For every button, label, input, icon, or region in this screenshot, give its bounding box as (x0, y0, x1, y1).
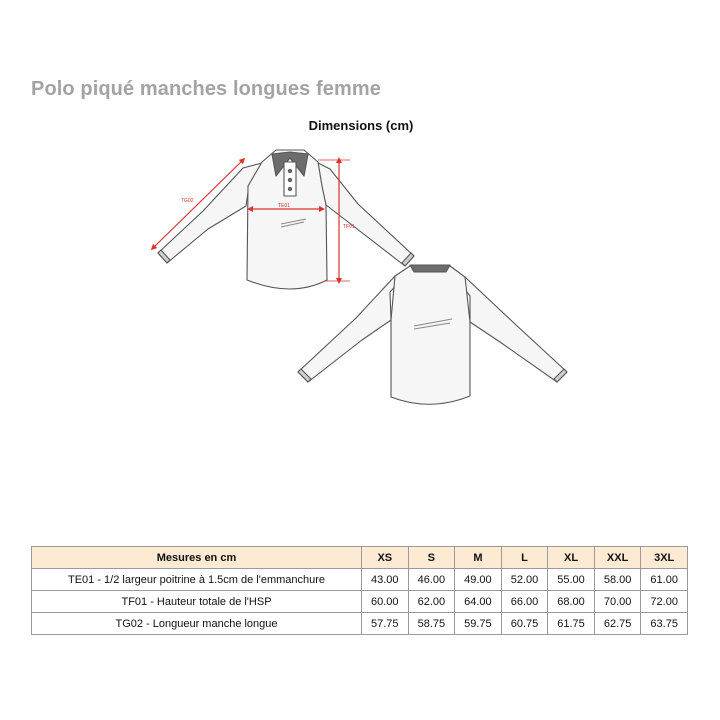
cell-value: 61.75 (548, 613, 595, 635)
size-table-header-row (32, 547, 688, 569)
front-left-sleeve (158, 163, 262, 263)
cell-value: 70.00 (594, 591, 641, 613)
cell-value: 46.00 (408, 569, 455, 591)
cell-value: 58.75 (408, 613, 455, 635)
dimensions-heading: Dimensions (cm) (308, 118, 414, 133)
size-header-xs: XS (362, 547, 409, 569)
button (288, 169, 291, 172)
cell-value: 62.00 (408, 591, 455, 613)
row-label: TF01 - Hauteur totale de l'HSP (32, 591, 362, 613)
cell-value: 60.75 (501, 613, 548, 635)
size-header-3xl: 3XL (641, 547, 688, 569)
polo-technical-drawing (140, 140, 580, 410)
cell-value: 52.00 (501, 569, 548, 591)
cell-value: 58.00 (594, 569, 641, 591)
cell-value: 63.75 (641, 613, 688, 635)
size-table (31, 546, 688, 635)
cell-value: 59.75 (455, 613, 502, 635)
size-header-m: M (455, 547, 502, 569)
row-label: TG02 - Longueur manche longue (32, 613, 362, 635)
front-right-sleeve (318, 163, 414, 266)
size-header-s: S (408, 547, 455, 569)
size-header-xl: XL (548, 547, 595, 569)
tg02-diagram-label: TG02 (181, 198, 194, 204)
front-view (158, 150, 414, 289)
table-row (32, 569, 688, 591)
page-title: Polo piqué manches longues femme (31, 78, 381, 100)
back-view (298, 265, 567, 404)
tf01-diagram-label: TF01 (343, 224, 355, 230)
button (288, 187, 291, 190)
cell-value: 60.00 (362, 591, 409, 613)
row-label: TE01 - 1/2 largeur poitrine à 1.5cm de l'emmanchure (32, 569, 362, 591)
measure-header: Mesures en cm (32, 547, 362, 569)
cell-value: 43.00 (362, 569, 409, 591)
table-row (32, 591, 688, 613)
cell-value: 72.00 (641, 591, 688, 613)
cell-value: 66.00 (501, 591, 548, 613)
cell-value: 68.00 (548, 591, 595, 613)
te01-diagram-label: TE01 (278, 203, 290, 209)
back-body (391, 266, 470, 404)
cell-value: 61.00 (641, 569, 688, 591)
size-header-l: L (501, 547, 548, 569)
button (288, 178, 291, 181)
back-collar (410, 265, 450, 272)
table-row (32, 613, 688, 635)
cell-value: 62.75 (594, 613, 641, 635)
cell-value: 57.75 (362, 613, 409, 635)
size-header-xxl: XXL (594, 547, 641, 569)
cell-value: 55.00 (548, 569, 595, 591)
cell-value: 64.00 (455, 591, 502, 613)
cell-value: 49.00 (455, 569, 502, 591)
